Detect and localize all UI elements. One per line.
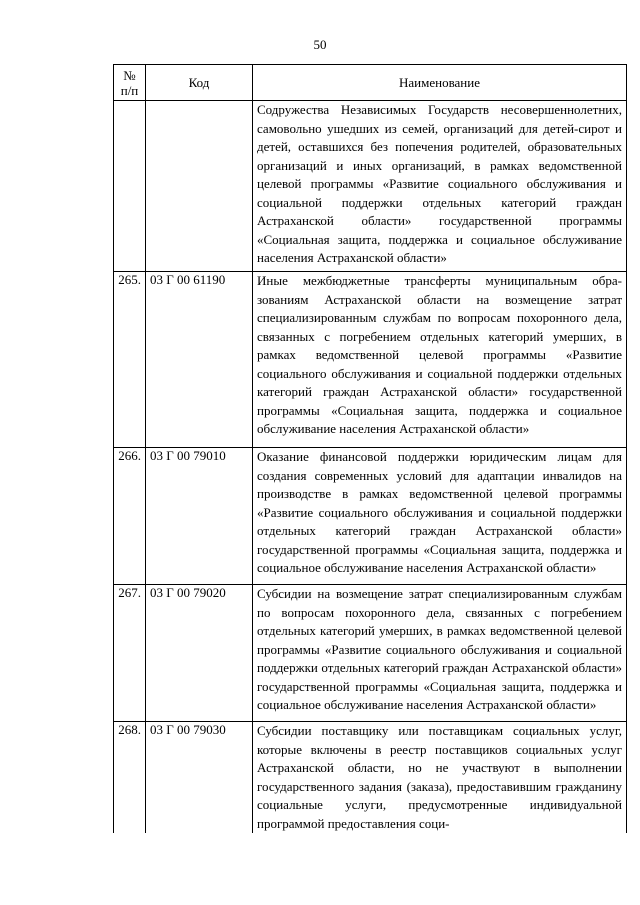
row-name: Субсидии поставщику или поставщикам социальных услуг, которые включены в реестр поставщиков социальных услуг Астраханской области, но не участвуют в выполнении государственного задания (заказа), предоставившим гражданину социальные услуги, предусмотренные индивидуальной программой предоставления соци- bbox=[253, 722, 627, 834]
table-row bbox=[114, 272, 627, 448]
row-number: 268. bbox=[114, 722, 146, 834]
row-code bbox=[146, 101, 253, 272]
row-code: 03 Г 00 79010 bbox=[146, 448, 253, 585]
row-number bbox=[114, 101, 146, 272]
row-name: Субсидии на возмещение затрат специализированным службам по вопросам похоронного дела, связанных с погребением отдельных категорий умерших, в рамках ведомственной целевой программы «Развитие социального обслуживания и социальной поддержки отдельных категорий граждан Астраханской области» государственной программы «Социальная защита, поддержка и социальное обслуживание населения Астраханской области» bbox=[253, 585, 627, 722]
table-header-row bbox=[114, 65, 627, 101]
row-code: 03 Г 00 79030 bbox=[146, 722, 253, 834]
page-number: 50 bbox=[313, 37, 327, 52]
row-name: Оказание финансовой поддержки юридическим лицам для создания современных условий для адаптации инвалидов на производстве в рамках ведомственной целевой программы «Развитие социального обслуживания и социальной поддержки отдельных категорий граждан Астраханской области» государственной программы «Социальная защита, поддержка и социальное обслуживание населения Астраханской области» bbox=[253, 448, 627, 585]
table-row bbox=[114, 101, 627, 272]
table-row bbox=[114, 722, 627, 834]
row-code: 03 Г 00 79020 bbox=[146, 585, 253, 722]
budget-classification-table bbox=[113, 64, 627, 833]
row-number: 266. bbox=[114, 448, 146, 585]
row-name: Иные межбюджетные трансферты муниципальным образованиям Астраханской области на возмещение затрат специализированным службам по вопросам похоронного дела, связанных с погребением отдельных категорий умерших, в рамках ведомственной целевой программы «Развитие социального обслуживания и социальной поддержки отдельных категорий граждан Астраханской области» государственной программы «Социальная защита, поддержка и социальное обслуживание населения Астраханской области» bbox=[253, 272, 627, 448]
row-code: 03 Г 00 61190 bbox=[146, 272, 253, 448]
table-row bbox=[114, 448, 627, 585]
header-number: № п/п bbox=[114, 65, 146, 101]
row-name: Содружества Независимых Государств несовершеннолетних, самовольно ушедших из семей, организаций для детей-сирот и детей, оставшихся без попечения родителей, образовательных организаций и иных организаций, в рамках ведомственной целевой программы «Развитие социального обслуживания и социальной поддержки отдельных категорий граждан Астраханской области» государственной программы «Социальная защита, поддержка и социальное обслуживание населения Астраханской области» bbox=[253, 101, 627, 272]
header-name: Наименование bbox=[253, 65, 627, 101]
table-row bbox=[114, 585, 627, 722]
row-number: 267. bbox=[114, 585, 146, 722]
header-code: Код bbox=[146, 65, 253, 101]
row-number: 265. bbox=[114, 272, 146, 448]
